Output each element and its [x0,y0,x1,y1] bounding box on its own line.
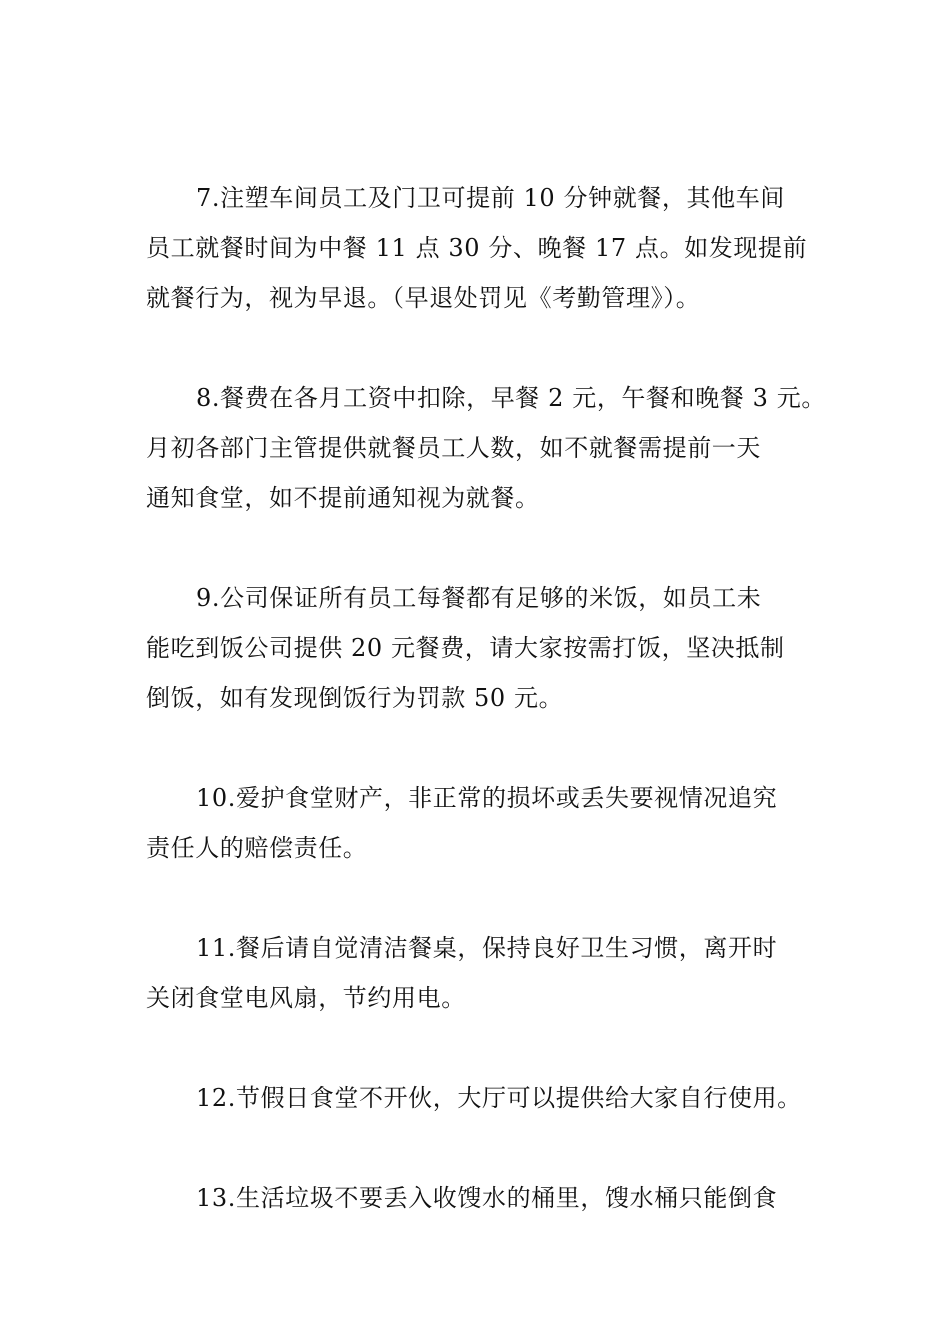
paragraph-line: 13.生活垃圾不要丢入收馊水的桶里，馊水桶只能倒食 [196,1184,778,1212]
paragraph-line: 员工就餐时间为中餐 11 点 30 分、晚餐 17 点。如发现提前 [146,234,808,262]
paragraph-line: 能吃到饭公司提供 20 元餐费，请大家按需打饭，坚决抵制 [146,634,785,662]
paragraph-line: 12.节假日食堂不开伙，大厅可以提供给大家自行使用。 [196,1084,802,1112]
paragraph-line: 关闭食堂电风扇，节约用电。 [146,984,466,1012]
paragraph-line: 8.餐费在各月工资中扣除，早餐 2 元，午餐和晚餐 3 元。 [196,384,826,412]
paragraph-line: 7.注塑车间员工及门卫可提前 10 分钟就餐，其他车间 [196,184,785,212]
paragraph-line: 月初各部门主管提供就餐员工人数，如不就餐需提前一天 [146,434,761,462]
paragraph-line: 责任人的赔偿责任。 [146,834,368,862]
paragraph-line: 倒饭，如有发现倒饭行为罚款 50 元。 [146,684,564,712]
paragraph-line: 10.爱护食堂财产，非正常的损坏或丢失要视情况追究 [196,784,778,812]
paragraph-line: 通知食堂，如不提前通知视为就餐。 [146,484,540,512]
paragraph-line: 11.餐后请自觉清洁餐桌，保持良好卫生习惯，离开时 [196,934,778,962]
paragraph-line: 9.公司保证所有员工每餐都有足够的米饭，如员工未 [196,584,762,612]
paragraph-line: 就餐行为，视为早退。（早退处罚见《考勤管理》）。 [146,284,701,312]
